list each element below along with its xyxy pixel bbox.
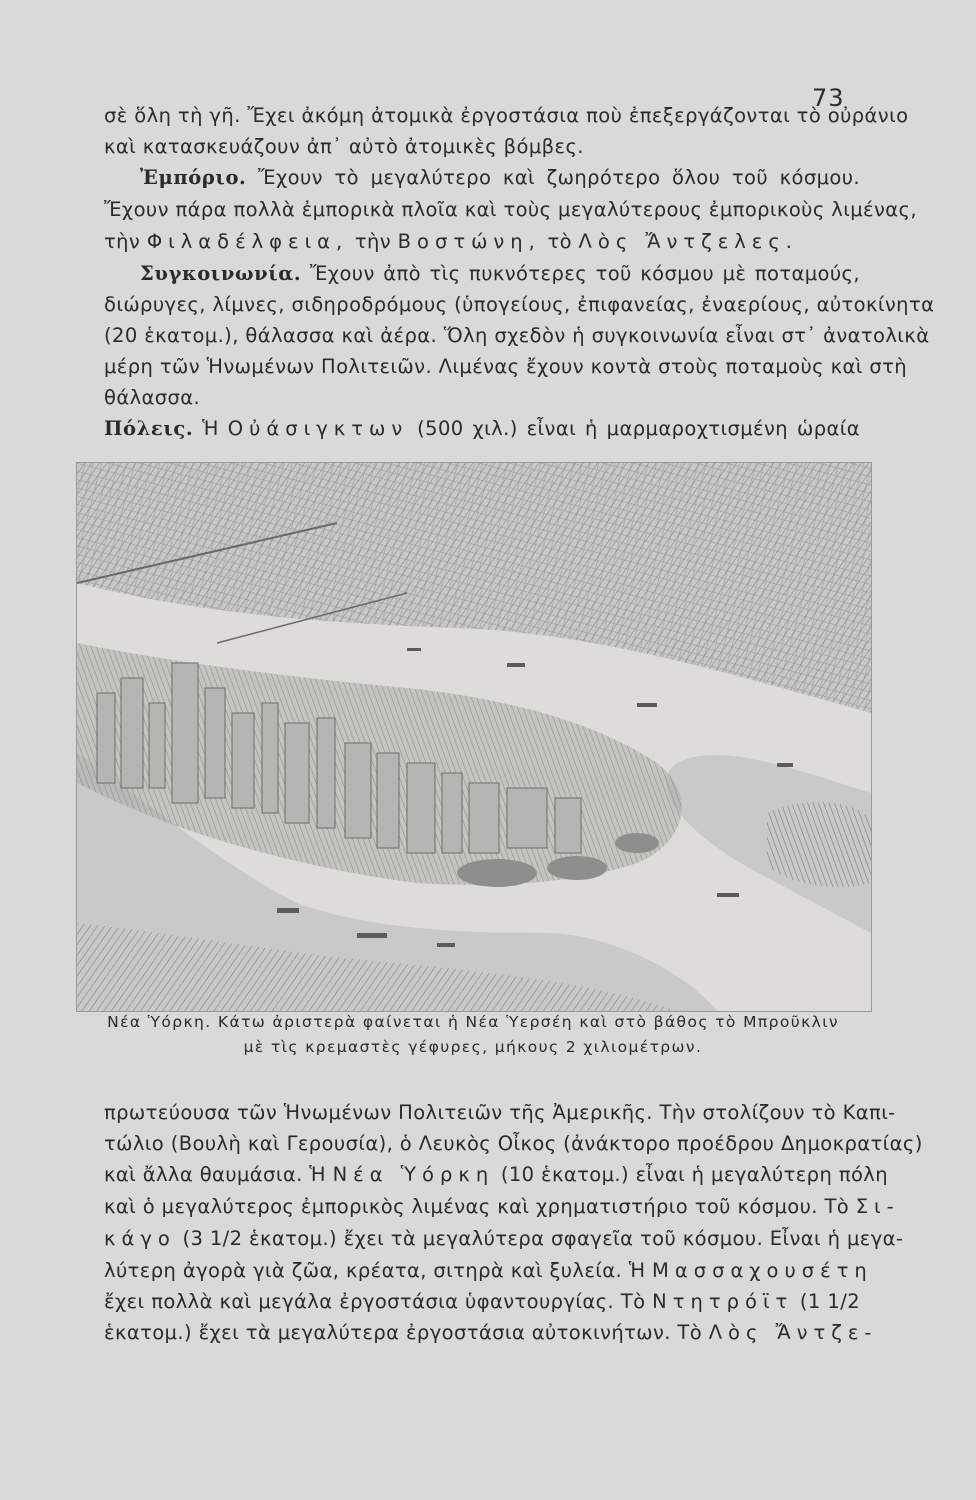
city-new-york: Νέα Ὑόρκη [332, 1163, 495, 1186]
text-fragment: ἔχει πολλὰ καὶ μεγάλα ἐργοστάσια ὑφαντουργίας. Τὸ [104, 1290, 646, 1313]
state-massachusetts: Μασσαχουσέτη [652, 1259, 873, 1282]
text-fragment: καὶ ἄλλα θαυμάσια. Ἡ [104, 1163, 326, 1186]
cities-heading: Πόλεις. [104, 417, 194, 440]
commerce-text: Ἔχουν τὸ μεγαλύτερο καὶ ζωηρότερο ὅλου τοῦ κόσμου. [258, 166, 860, 189]
text-fragment: τὴν [354, 230, 392, 253]
figure-caption-line-1: Νέα Ὑόρκη. Κάτω ἀριστερὰ φαίνεται ἡ Νέα Ὑερσέη καὶ στὸ βάθος τὸ Μπροῦκλιν [107, 1013, 839, 1031]
text-line: σὲ ὅλη τὴ γῆ. Ἔχει ἀκόμη ἀτομικὰ ἐργοστάσια ποὺ ἐπεξεργάζονται τὸ οὐράνιο [104, 104, 909, 127]
text-line: μέρη τῶν Ἡνωμένων Πολιτειῶν. Λιμένας ἔχουν κοντὰ στοὺς ποταμοὺς καὶ στὴ [104, 355, 908, 378]
city-boston: Βοστώνη, [397, 230, 541, 253]
text-fragment: τὸ [547, 230, 572, 253]
communication-heading: Συγκοινωνία. [140, 262, 302, 285]
commerce-cities-line [104, 228, 798, 256]
city-los-angeles: Λὸς Ἄντζελες. [578, 230, 798, 253]
text-line: τώλιο (Βουλὴ καὶ Γερουσία), ὁ Λευκὸς Οἶκος (ἀνάκτορο προέδρου Δημοκρατίας) [104, 1132, 923, 1155]
text-fragment: (500 χιλ.) εἶναι ἡ μαρμαροχτισμένη ὡραία [417, 417, 860, 440]
city-los-angeles-bottom: Λὸς Ἄντζε- [708, 1321, 878, 1344]
new-york-line [104, 1161, 888, 1189]
communication-text: Ἔχουν ἀπὸ τὶς πυκνότερες τοῦ κόσμου μὲ ποταμούς, [309, 262, 860, 285]
text-line: Ἔχουν πάρα πολλὰ ἐμπορικὰ πλοῖα καὶ τοὺς μεγαλύτερους ἐμπορικοὺς λιμένας, [104, 198, 917, 221]
communication-line-1 [104, 260, 860, 288]
text-fragment: λύτερη ἀγορὰ γιὰ ζῶα, κρέατα, σιτηρὰ καὶ ξυλεία. Ἡ [104, 1259, 646, 1282]
city-philadelphia: Φιλαδέλφεια, [146, 230, 349, 253]
text-fragment: τὴν [104, 230, 141, 253]
city-chicago-part1: Σι- [855, 1195, 900, 1218]
text-fragment: (1 1/2 [799, 1290, 861, 1313]
aerial-drawing [77, 463, 871, 1011]
figure-caption-line-2: μὲ τὶς κρεμαστὲς γέφυρες, μήκους 2 χιλιομέτρων. [243, 1038, 703, 1056]
text-line: διώρυγες, λίμνες, σιδηροδρόμους (ὑπογείους, ἐπιφανείας, ἐναερίους, αὐτοκίνητα [104, 293, 935, 316]
commerce-line-1 [104, 164, 860, 192]
cities-line [104, 415, 860, 443]
commerce-heading: Ἐμπόριο. [140, 166, 247, 189]
city-washington: Οὐάσιγκτων [227, 417, 409, 440]
text-line: καὶ κατασκευάζουν ἀπ᾽ αὐτὸ ἀτομικὲς βόμβες. [104, 135, 584, 158]
text-fragment: (3 1/2 ἑκατομ.) ἔχει τὰ μεγαλύτερα σφαγεῖα τοῦ κόσμου. Εἶναι ἡ μεγα- [182, 1227, 904, 1250]
city-chicago-part2: κάγο [104, 1227, 176, 1250]
text-line: πρωτεύουσα τῶν Ἡνωμένων Πολιτειῶν τῆς Ἀμερικῆς. Τὴν στολίζουν τὸ Καπι- [104, 1101, 896, 1124]
massachusetts-line [104, 1257, 873, 1285]
page-number: 73 [812, 84, 845, 112]
new-york-aerial-illustration [76, 462, 872, 1012]
los-angeles-line [104, 1319, 878, 1347]
chicago-line [104, 1193, 900, 1221]
text-fragment: (10 ἑκατομ.) εἶναι ἡ μεγαλύτερη πόλη [500, 1163, 888, 1186]
text-line: (20 ἑκατομ.), θάλασσα καὶ ἀέρα. Ὅλη σχεδὸν ἡ συγκοινωνία εἶναι στ᾽ ἀνατολικὰ [104, 324, 930, 347]
detroit-line [104, 1288, 860, 1316]
text-line: θάλασσα. [104, 386, 201, 409]
chicago-line-2 [104, 1225, 904, 1253]
text-fragment: ἑκατομ.) ἔχει τὰ μεγαλύτερα ἐργοστάσια αὐτοκινήτων. Τὸ [104, 1321, 703, 1344]
city-detroit: Ντητρόϊτ [652, 1290, 794, 1313]
text-fragment: Ἡ [202, 417, 219, 440]
text-fragment: καὶ ὁ μεγαλύτερος ἐμπορικὸς λιμένας καὶ χρηματιστήριο τοῦ κόσμου. Τὸ [104, 1195, 850, 1218]
